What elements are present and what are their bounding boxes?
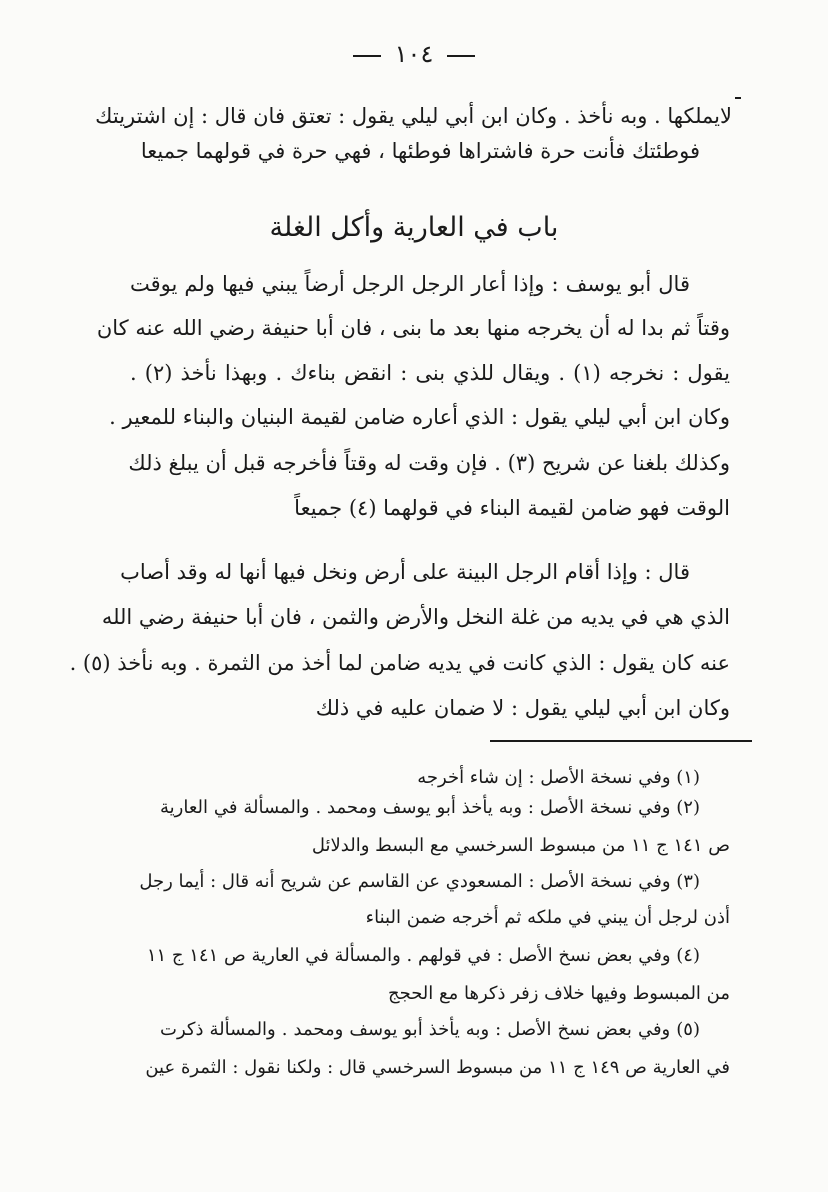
paragraph-1-line: وقتاً ثم بدا له أن يخرجه منها بعد ما بنى ، فان أبا حنيفة رضي الله عنه كان: [96, 316, 730, 340]
top-paragraph-line: فوطئتك فأنت حرة فاشتراها فوطئها ، فهي حرة في قولهما جميعا: [140, 139, 700, 163]
paragraph-2-line: قال : وإذا أقام الرجل البينة على أرض ونخل فيها أنها له وقد أصاب: [120, 560, 690, 584]
footnote-line: أذن لرجل أن يبني في ملكه ثم أخرجه ضمن البناء: [365, 907, 730, 928]
footnote-line: ص ١٤١ ج ١١ من مبسوط السرخسي مع البسط والدلائل: [311, 835, 730, 856]
footnote-line: (٣) وفي نسخة الأصل : المسعودي عن القاسم عن شريح أنه قال : أيما رجل: [139, 871, 700, 892]
top-paragraph-line: لايملكها . وبه نأخذ . وكان ابن أبي ليلي يقول : تعتق فان قال : إن اشتريتك: [95, 104, 732, 128]
footnote-line: (١) وفي نسخة الأصل : إن شاء أخرجه: [417, 767, 700, 788]
header-dash-right: [353, 55, 381, 57]
paragraph-2-line: عنه كان يقول : الذي كانت في يديه ضامن لما أخذ من الثمرة . وبه نأخذ (٥) .: [69, 651, 730, 675]
section-title: باب في العارية وأكل الغلة: [269, 212, 559, 243]
footnote-line: من المبسوط وفيها خلاف زفر ذكرها مع الحجج: [387, 983, 730, 1004]
footnote-line: (٢) وفي نسخة الأصل : وبه يأخذ أبو يوسف ومحمد . والمسألة في العارية: [160, 797, 700, 818]
page-header: [0, 40, 828, 68]
paragraph-1-line: وكان ابن أبي ليلي يقول : الذي أعاره ضامن لقيمة البنيان والبناء للمعير .: [109, 405, 730, 429]
footnote-line: (٥) وفي بعض نسخ الأصل : وبه يأخذ أبو يوسف ومحمد . والمسألة ذكرت: [160, 1019, 700, 1040]
margin-mark: [735, 97, 741, 99]
paragraph-2-line: الذي هي في يديه من غلة النخل والأرض والثمن ، فان أبا حنيفة رضي الله: [101, 605, 730, 629]
footnote-line: (٤) وفي بعض نسخ الأصل : في قولهم . والمسألة في العارية ص ١٤١ ج ١١: [146, 945, 700, 966]
footnote-line: في العارية ص ١٤٩ ج ١١ من مبسوط السرخسي قال : ولكنا نقول : الثمرة عين: [145, 1057, 730, 1078]
footnote-separator: [490, 740, 752, 742]
paragraph-1-line: قال أبو يوسف : وإذا أعار الرجل الرجل أرضاً يبني فيها ولم يوقت: [130, 272, 690, 296]
paragraph-1-line: وكذلك بلغنا عن شريح (٣) . فإن وقت له وقتاً فأخرجه قبل أن يبلغ ذلك: [128, 451, 730, 475]
paragraph-1-line: يقول : نخرجه (١) . ويقال للذي بنى : انقض بناءك . وبهذا نأخذ (٢) .: [130, 361, 730, 385]
paragraph-2-line: وكان ابن أبي ليلي يقول : لا ضمان عليه في ذلك: [315, 696, 730, 720]
page-number: ١٠٤: [394, 40, 434, 68]
header-dash-left: [447, 55, 475, 57]
paragraph-1-line: الوقت فهو ضامن لقيمة البناء في قولهما (٤) جميعاً: [294, 496, 730, 520]
